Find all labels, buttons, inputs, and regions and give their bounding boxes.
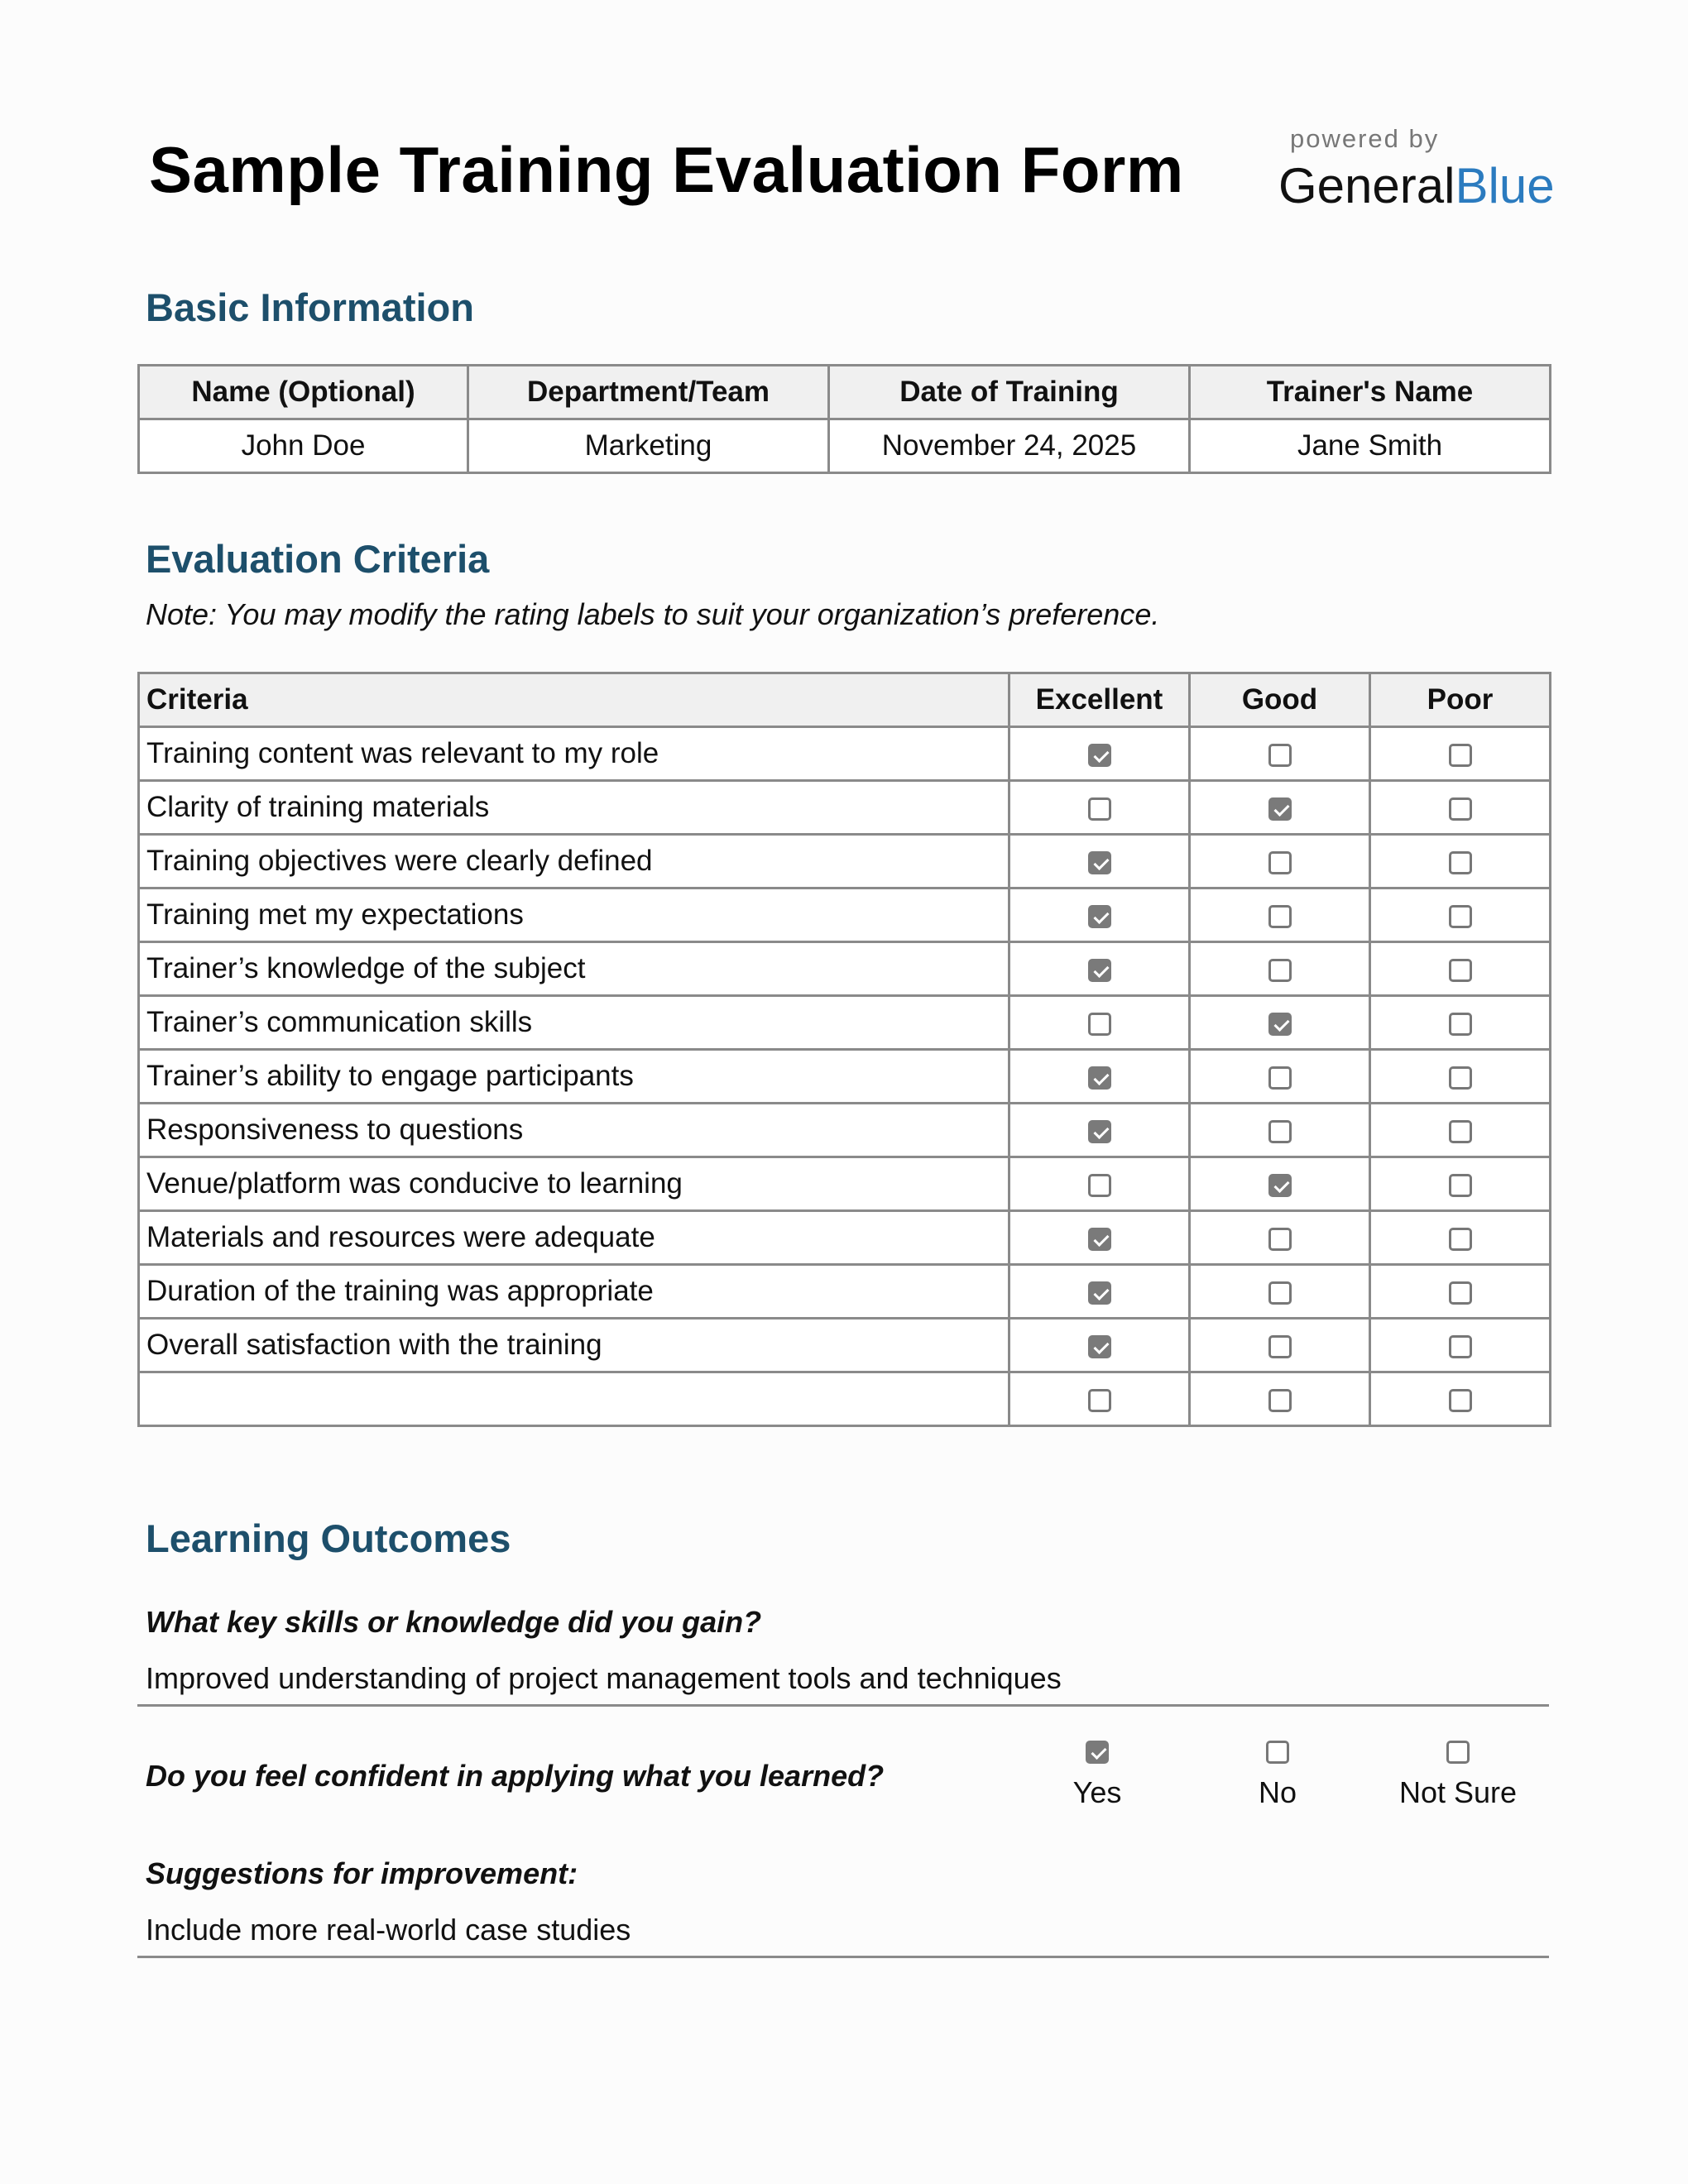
header-department: Department/Team: [468, 366, 829, 419]
criteria-row: [139, 727, 1551, 781]
header-name: Name (Optional): [139, 366, 468, 419]
criteria-row: [139, 781, 1551, 835]
rating-checkbox-excellent[interactable]: [1088, 1120, 1111, 1143]
rating-checkbox-good[interactable]: [1268, 959, 1292, 982]
rating-cell-excellent: [1009, 781, 1190, 835]
answer-line: [137, 1704, 1549, 1707]
rating-cell-good: [1190, 781, 1370, 835]
criteria-label: Duration of the training was appropriate: [139, 1265, 1009, 1319]
rating-checkbox-poor[interactable]: [1449, 1228, 1472, 1251]
rating-cell-poor: [1370, 835, 1551, 888]
rating-cell-poor: [1370, 1265, 1551, 1319]
header-poor: Poor: [1370, 673, 1551, 727]
rating-checkbox-poor[interactable]: [1449, 905, 1472, 928]
rating-checkbox-good[interactable]: [1268, 744, 1292, 767]
rating-cell-good: [1190, 1372, 1370, 1426]
rating-checkbox-excellent[interactable]: [1088, 1013, 1111, 1036]
criteria-label: Training objectives were clearly defined: [139, 835, 1009, 888]
rating-checkbox-good[interactable]: [1268, 1389, 1292, 1412]
page-title: Sample Training Evaluation Form: [149, 133, 1184, 206]
rating-checkbox-good[interactable]: [1268, 797, 1292, 821]
basic-info-header-row: [139, 366, 1551, 419]
rating-checkbox-good[interactable]: [1268, 1281, 1292, 1305]
rating-cell-excellent: [1009, 942, 1190, 996]
rating-cell-poor: [1370, 1050, 1551, 1104]
criteria-row: [139, 1211, 1551, 1265]
rating-cell-poor: [1370, 996, 1551, 1050]
rating-checkbox-good[interactable]: [1268, 1174, 1292, 1197]
rating-cell-excellent: [1009, 1319, 1190, 1372]
rating-checkbox-poor[interactable]: [1449, 1066, 1472, 1090]
rating-checkbox-poor[interactable]: [1449, 851, 1472, 874]
rating-cell-excellent: [1009, 1104, 1190, 1157]
rating-checkbox-good[interactable]: [1268, 905, 1292, 928]
criteria-row: [139, 1157, 1551, 1211]
rating-cell-poor: [1370, 888, 1551, 942]
rating-cell-excellent: [1009, 1211, 1190, 1265]
confidence-option[interactable]: [1006, 1741, 1188, 1810]
rating-cell-good: [1190, 1104, 1370, 1157]
suggestions-answer[interactable]: Include more real-world case studies: [146, 1913, 631, 1947]
rating-cell-excellent: [1009, 1372, 1190, 1426]
rating-checkbox-excellent[interactable]: [1088, 1389, 1111, 1412]
rating-cell-good: [1190, 1157, 1370, 1211]
rating-checkbox-good[interactable]: [1268, 1228, 1292, 1251]
rating-checkbox-excellent[interactable]: [1088, 905, 1111, 928]
rating-checkbox-poor[interactable]: [1449, 1174, 1472, 1197]
learning-outcomes-heading: Learning Outcomes: [146, 1516, 511, 1560]
rating-checkbox-poor[interactable]: [1449, 797, 1472, 821]
rating-checkbox-poor[interactable]: [1449, 1013, 1472, 1036]
criteria-label: Training met my expectations: [139, 888, 1009, 942]
rating-cell-excellent: [1009, 835, 1190, 888]
criteria-label: Responsiveness to questions: [139, 1104, 1009, 1157]
rating-checkbox-excellent[interactable]: [1088, 851, 1111, 874]
trainer-field[interactable]: Jane Smith: [1190, 419, 1551, 473]
criteria-label: Trainer’s knowledge of the subject: [139, 942, 1009, 996]
confidence-checkbox[interactable]: [1086, 1741, 1109, 1764]
confidence-option[interactable]: [1187, 1741, 1369, 1810]
rating-cell-good: [1190, 888, 1370, 942]
rating-checkbox-good[interactable]: [1268, 851, 1292, 874]
confidence-option-label: No: [1258, 1775, 1297, 1809]
evaluation-criteria-heading: Evaluation Criteria: [146, 537, 490, 581]
rating-cell-good: [1190, 1211, 1370, 1265]
powered-by-text: powered by: [1290, 124, 1440, 153]
confidence-checkbox[interactable]: [1446, 1741, 1470, 1764]
header-good: Good: [1190, 673, 1370, 727]
rating-checkbox-good[interactable]: [1268, 1335, 1292, 1358]
rating-cell-good: [1190, 1319, 1370, 1372]
criteria-label: Clarity of training materials: [139, 781, 1009, 835]
rating-cell-excellent: [1009, 1265, 1190, 1319]
rating-cell-poor: [1370, 1104, 1551, 1157]
rating-checkbox-poor[interactable]: [1449, 1281, 1472, 1305]
rating-checkbox-poor[interactable]: [1449, 1335, 1472, 1358]
rating-cell-poor: [1370, 942, 1551, 996]
criteria-row: [139, 942, 1551, 996]
criteria-row: [139, 1104, 1551, 1157]
rating-cell-excellent: [1009, 727, 1190, 781]
rating-checkbox-excellent[interactable]: [1088, 1335, 1111, 1358]
header-excellent: Excellent: [1009, 673, 1190, 727]
criteria-row: [139, 996, 1551, 1050]
confidence-option-label: Not Sure: [1398, 1775, 1518, 1809]
rating-cell-good: [1190, 996, 1370, 1050]
criteria-label: [139, 1372, 1009, 1426]
rating-checkbox-poor[interactable]: [1449, 1120, 1472, 1143]
rating-cell-good: [1190, 835, 1370, 888]
criteria-label: Materials and resources were adequate: [139, 1211, 1009, 1265]
rating-cell-good: [1190, 942, 1370, 996]
rating-checkbox-excellent[interactable]: [1088, 1066, 1111, 1090]
criteria-row: [139, 1319, 1551, 1372]
rating-cell-excellent: [1009, 996, 1190, 1050]
department-field[interactable]: Marketing: [468, 419, 829, 473]
rating-checkbox-poor[interactable]: [1449, 744, 1472, 767]
criteria-row: [139, 835, 1551, 888]
criteria-label: Trainer’s communication skills: [139, 996, 1009, 1050]
rating-checkbox-excellent[interactable]: [1088, 744, 1111, 767]
rating-note: Note: You may modify the rating labels to suit your organization’s preference.: [146, 597, 1160, 631]
rating-cell-poor: [1370, 1157, 1551, 1211]
confidence-checkbox[interactable]: [1266, 1741, 1289, 1764]
criteria-label: Overall satisfaction with the training: [139, 1319, 1009, 1372]
rating-checkbox-excellent[interactable]: [1088, 1174, 1111, 1197]
suggestions-question: Suggestions for improvement:: [146, 1856, 578, 1890]
rating-cell-poor: [1370, 1211, 1551, 1265]
skills-answer[interactable]: Improved understanding of project management tools and techniques: [146, 1661, 1062, 1695]
rating-checkbox-poor[interactable]: [1449, 959, 1472, 982]
confidence-option-label: Yes: [1072, 1775, 1122, 1809]
confidence-option[interactable]: [1367, 1741, 1549, 1810]
rating-checkbox-excellent[interactable]: [1088, 1228, 1111, 1251]
header-date: Date of Training: [829, 366, 1190, 419]
criteria-label: Training content was relevant to my role: [139, 727, 1009, 781]
brand-blue: Blue: [1455, 158, 1555, 213]
criteria-row: [139, 888, 1551, 942]
name-field[interactable]: John Doe: [139, 419, 468, 473]
criteria-label: Venue/platform was conducive to learning: [139, 1157, 1009, 1211]
rating-cell-good: [1190, 727, 1370, 781]
rating-cell-good: [1190, 1265, 1370, 1319]
criteria-row: [139, 1050, 1551, 1104]
rating-cell-excellent: [1009, 1050, 1190, 1104]
rating-cell-poor: [1370, 1319, 1551, 1372]
basic-information-table: [137, 364, 1551, 474]
skills-question: What key skills or knowledge did you gain?: [146, 1605, 762, 1639]
criteria-row: [139, 1372, 1551, 1426]
rating-checkbox-excellent[interactable]: [1088, 797, 1111, 821]
rating-checkbox-good[interactable]: [1268, 1066, 1292, 1090]
header-criteria: Criteria: [139, 673, 1009, 727]
rating-checkbox-poor[interactable]: [1449, 1389, 1472, 1412]
brand-logo: [1278, 124, 1555, 214]
criteria-label: Trainer’s ability to engage participants: [139, 1050, 1009, 1104]
rating-checkbox-excellent[interactable]: [1088, 1281, 1111, 1305]
rating-cell-poor: [1370, 727, 1551, 781]
rating-cell-excellent: [1009, 1157, 1190, 1211]
basic-info-value-row: [139, 419, 1551, 473]
criteria-row: [139, 1265, 1551, 1319]
header-trainer: Trainer's Name: [1190, 366, 1551, 419]
confidence-question: Do you feel confident in applying what you learned?: [146, 1759, 885, 1793]
rating-checkbox-good[interactable]: [1268, 1013, 1292, 1036]
rating-checkbox-good[interactable]: [1268, 1120, 1292, 1143]
answer-line: [137, 1956, 1549, 1958]
rating-cell-poor: [1370, 781, 1551, 835]
brand-general: General: [1278, 158, 1455, 213]
basic-information-heading: Basic Information: [146, 285, 474, 329]
rating-checkbox-excellent[interactable]: [1088, 959, 1111, 982]
date-field[interactable]: November 24, 2025: [829, 419, 1190, 473]
evaluation-criteria-table: [137, 672, 1551, 1427]
brand-name: [1278, 157, 1555, 214]
criteria-header-row: [139, 673, 1551, 727]
rating-cell-good: [1190, 1050, 1370, 1104]
rating-cell-poor: [1370, 1372, 1551, 1426]
rating-cell-excellent: [1009, 888, 1190, 942]
